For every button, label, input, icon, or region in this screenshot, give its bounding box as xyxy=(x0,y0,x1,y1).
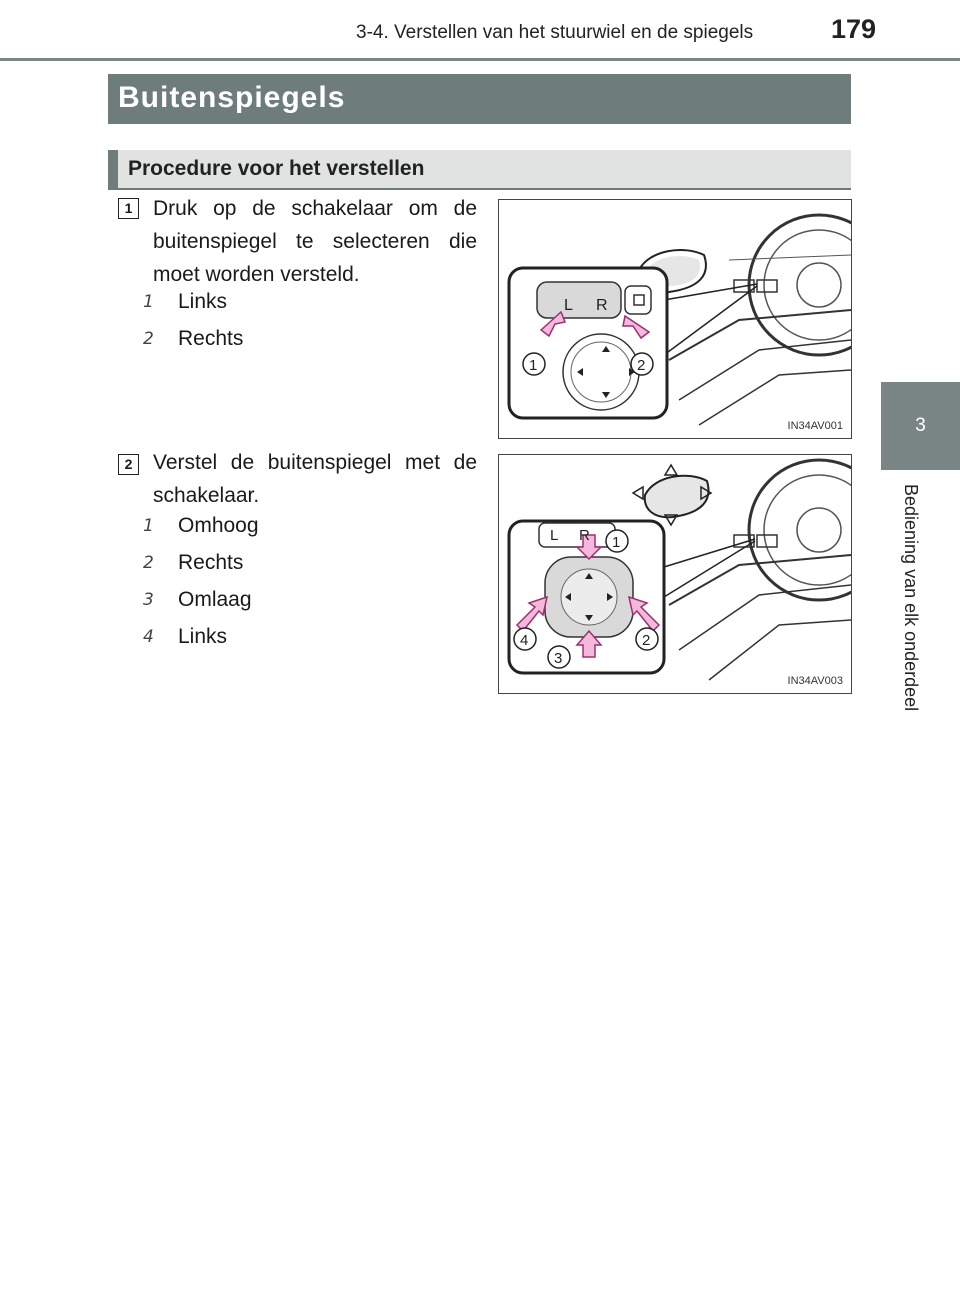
subsection-title: Procedure voor het verstellen xyxy=(128,157,425,180)
list-item-label: Omhoog xyxy=(178,514,259,537)
list-item-number: 1 xyxy=(143,292,154,312)
callout-number: 2 xyxy=(642,632,651,649)
list-item-label: Links xyxy=(178,290,228,313)
list-item-label: Links xyxy=(178,625,228,648)
list-item-number: 4 xyxy=(143,627,154,647)
callout-number: 2 xyxy=(637,357,646,374)
callout-number: 1 xyxy=(529,357,538,374)
callout-number: 3 xyxy=(554,650,563,667)
list-item-label: Rechts xyxy=(178,551,244,574)
subsection-banner xyxy=(108,150,851,190)
list-item-number: 1 xyxy=(143,516,154,536)
switch-letter-right: R xyxy=(596,297,608,314)
figure-code: IN34AV003 xyxy=(787,675,843,687)
switch-letter-right: R xyxy=(579,527,590,544)
section-title: Buitenspiegels xyxy=(118,81,346,114)
section-banner xyxy=(108,74,851,124)
mirror-adjust-illustration xyxy=(499,455,851,693)
list-item-label: Rechts xyxy=(178,327,244,350)
list-item-number: 2 xyxy=(143,553,154,573)
running-header: 3-4. Verstellen van het stuurwiel en de spiegels xyxy=(356,22,754,43)
switch-letter-left: L xyxy=(564,297,573,314)
callout-number: 1 xyxy=(612,534,621,551)
step-text: Druk op de schakelaar om de buitenspiegel te selecteren die moet worden versteld. xyxy=(153,197,477,286)
page-number: 179 xyxy=(831,14,877,44)
chapter-number: 3 xyxy=(915,415,926,436)
figure-mirror-select-switch xyxy=(498,199,852,439)
figure-code: IN34AV001 xyxy=(787,420,843,432)
list-item-number: 2 xyxy=(143,329,154,349)
chapter-title: Bediening van elk onderdeel xyxy=(901,484,921,712)
step-text: Verstel de buitenspiegel met de schakelaar. xyxy=(153,451,477,507)
figure-mirror-adjust-switch xyxy=(498,454,852,694)
mirror-select-illustration xyxy=(499,200,851,438)
callout-number: 4 xyxy=(520,632,529,649)
switch-letter-left: L xyxy=(550,527,559,544)
list-item-label: Omlaag xyxy=(178,588,252,611)
list-item-number: 3 xyxy=(143,590,154,610)
subsection-bar xyxy=(108,150,118,188)
step-number-badge: 1 xyxy=(118,198,139,219)
chapter-tab xyxy=(881,382,960,470)
step-number-badge: 2 xyxy=(118,454,139,475)
header-rule xyxy=(0,58,960,61)
